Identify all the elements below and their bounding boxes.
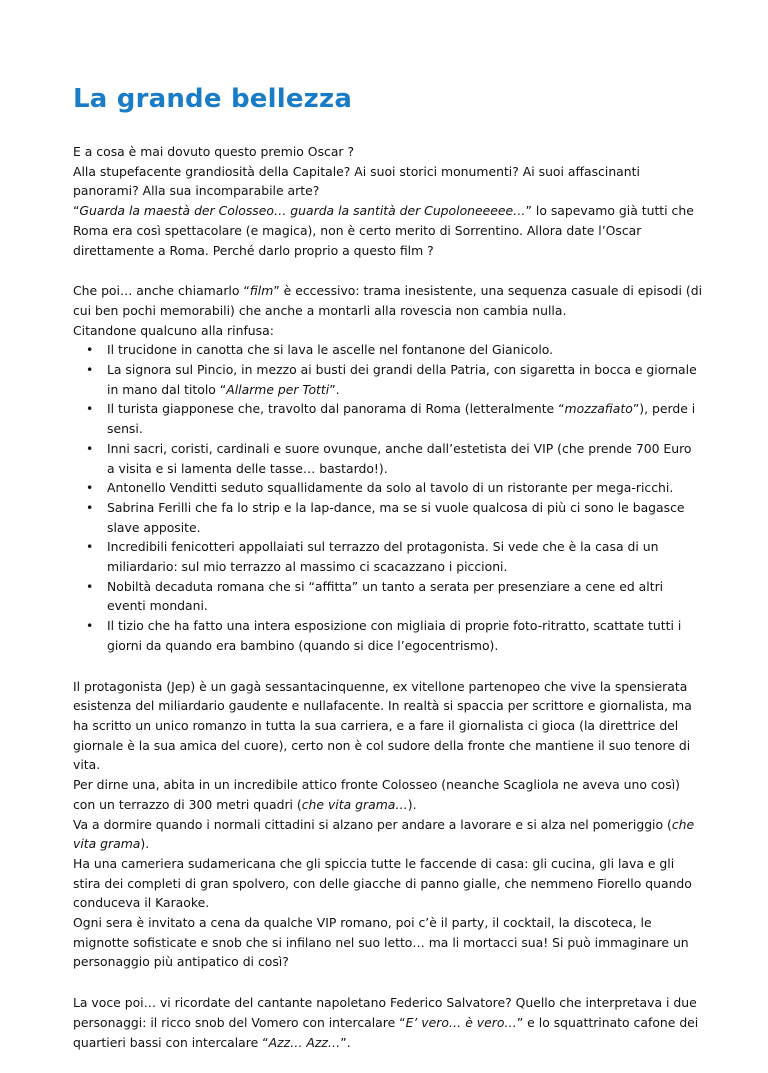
list-item (73, 439, 703, 478)
text-run: Il protagonista (Jep) è un gagà sessantacinquenne, ex vitellone partenopeo che vive la spensierata esistenza del miliardario gaudente e nullafacente. In realtà si spaccia per scrittore e giornalista, ma ha scritto un unico romanzo in tutta la sua carriera, e a fare il giornalista ci gioca (la direttrice del giornale è la sua amica del cuore), certo non è col sudore della fronte che mantiene il suo tenore di vita. (73, 678, 692, 773)
voice-paragraph (73, 993, 703, 1052)
text-run: ). (140, 836, 150, 852)
text-line (73, 993, 703, 1052)
text-line (73, 162, 703, 201)
bullet-icon: • (86, 362, 94, 378)
italic-text: Azz… Azz… (268, 1034, 341, 1050)
episode-list (73, 340, 703, 655)
text-line (73, 321, 703, 341)
list-item (73, 616, 703, 655)
text-line (73, 142, 703, 162)
bullet-icon: • (86, 342, 94, 358)
text-run: ). (407, 796, 417, 812)
bullet-icon: • (86, 480, 94, 496)
text-line (73, 201, 703, 260)
text-run: ” è eccessivo: trama inesistente, una sequenza casuale di episodi (di cui ben pochi memorabili) che anche a montarli alla rovescia non cambia nulla. (73, 283, 703, 318)
intro-paragraph (73, 142, 703, 260)
text-line (73, 775, 703, 814)
italic-text: film (249, 283, 274, 299)
text-run: Il tizio che ha fatto una intera esposizione con migliaia di proprie foto-ritratto, scattate tutti i giorni da quando era bambino (quando si dice l’egocentrismo). (107, 618, 682, 653)
list-item (73, 399, 703, 438)
bullet-icon: • (86, 499, 94, 515)
text-run: Va a dormire quando i normali cittadini si alzano per andare a lavorare e si alza nel pomeriggio ( (73, 816, 672, 832)
protagonist-paragraph (73, 677, 703, 973)
text-run: Antonello Venditti seduto squallidamente da solo al tavolo di un ristorante per mega-ricchi. (107, 480, 674, 496)
text-run: Inni sacri, coristi, cardinali e suore ovunque, anche dall’estetista dei VIP (che prende 700 Euro a visita e si lamenta delle tasse… bastardo!). (107, 440, 692, 476)
list-item (73, 577, 703, 616)
list-item (73, 537, 703, 576)
text-run: ” lo sapevamo già tutti che Roma era così spettacolare (e magica), non è certo merito di Sorrentino. Allora date l’Oscar direttamente a Roma. Perché darlo proprio a questo film ? (73, 203, 694, 258)
text-run: ” e lo squattrinato cafone dei quartieri bassi con intercalare “ (73, 1014, 699, 1050)
text-run: La voce poi… vi ricordate del cantante napoletano Federico Salvatore? Quello che interpretava i due personaggi: il ricco snob del Vomero con intercalare “ (73, 995, 697, 1030)
text-run: Citandone qualcuno alla rinfusa: (73, 322, 274, 338)
list-item (73, 478, 703, 498)
text-line (73, 854, 703, 913)
italic-text: che vita grama (73, 816, 695, 852)
text-run: Sabrina Ferilli che fa lo strip e la lap-dance, ma se si vuole qualcosa di più ci sono le bagasce slave apposite. (107, 499, 685, 535)
text-run: Che poi… anche chiamarlo “ (73, 283, 250, 299)
text-run: ”. (329, 381, 340, 397)
text-run: E a cosa è mai dovuto questo premio Oscar ? (73, 144, 355, 159)
film-paragraph (73, 281, 703, 340)
text-run: Ha una cameriera sudamericana che gli spiccia tutte le faccende di casa: gli cucina, gli lava e gli stira dei completi di gran spolvero, con delle giacche di panno gialle, che nemmeno Fiorello quando conduceva il Karaoke. (73, 855, 692, 911)
bullet-icon: • (86, 440, 94, 456)
text-line (73, 913, 703, 972)
list-item (73, 340, 703, 360)
bullet-icon: • (86, 539, 94, 555)
text-run: ”. (340, 1034, 351, 1050)
italic-text: che vita grama… (301, 796, 408, 812)
list-item (73, 498, 703, 537)
text-run: Il trucidone in canotta che si lava le ascelle nel fontanone del Gianicolo. (107, 342, 554, 358)
document-page (73, 82, 703, 1073)
italic-text: E’ vero… è vero… (405, 1014, 517, 1030)
list-item (73, 360, 703, 399)
bullet-icon: • (86, 618, 94, 634)
document-title: La grande bellezza (73, 84, 353, 114)
bullet-icon: • (86, 578, 94, 594)
bullet-icon: • (86, 401, 94, 417)
text-run: ”), perde i sensi. (107, 401, 696, 437)
text-run: “ (73, 203, 80, 219)
text-run: Ogni sera è invitato a cena da qualche VIP romano, poi c’è il party, il cocktail, la discoteca, le mignotte sofisticate e snob che si infilano nel suo letto… ma li mortacci sua! Si può immaginare un personaggio più antipatico di così? (73, 915, 689, 970)
text-run: Alla stupefacente grandiosità della Capitale? Ai suoi storici monumenti? Ai suoi affascinanti panorami? Alla sua incomparabile arte? (73, 163, 640, 199)
text-line (73, 815, 703, 854)
text-run: Incredibili fenicotteri appollaiati sul terrazzo del protagonista. Si vede che è la casa di un miliardario: sul mio terrazzo al massimo ci scacazzano i piccioni. (107, 539, 659, 575)
text-run: Nobiltà decaduta romana che si “affitta” un tanto a serata per presenziare a cene ed altri eventi mondani. (107, 578, 664, 614)
text-line (73, 677, 703, 776)
text-run: Il turista giapponese che, travolto dal panorama di Roma (letteralmente “ (107, 401, 565, 417)
text-line (73, 281, 703, 320)
italic-text: Allarme per Totti (226, 381, 330, 397)
text-run: La signora sul Pincio, in mezzo ai busti dei grandi della Patria, con sigaretta in bocca e giornale in mano dal titolo “ (107, 362, 697, 397)
text-run: Per dirne una, abita in un incredibile attico fronte Colosseo (neanche Scagliola ne aveva uno così) con un terrazzo di 300 metri quadri ( (73, 777, 680, 812)
italic-text: Guarda la maestà der Colosseo… guarda la santità der Cupoloneeeee… (79, 203, 526, 219)
italic-text: mozzafiato (564, 401, 633, 417)
